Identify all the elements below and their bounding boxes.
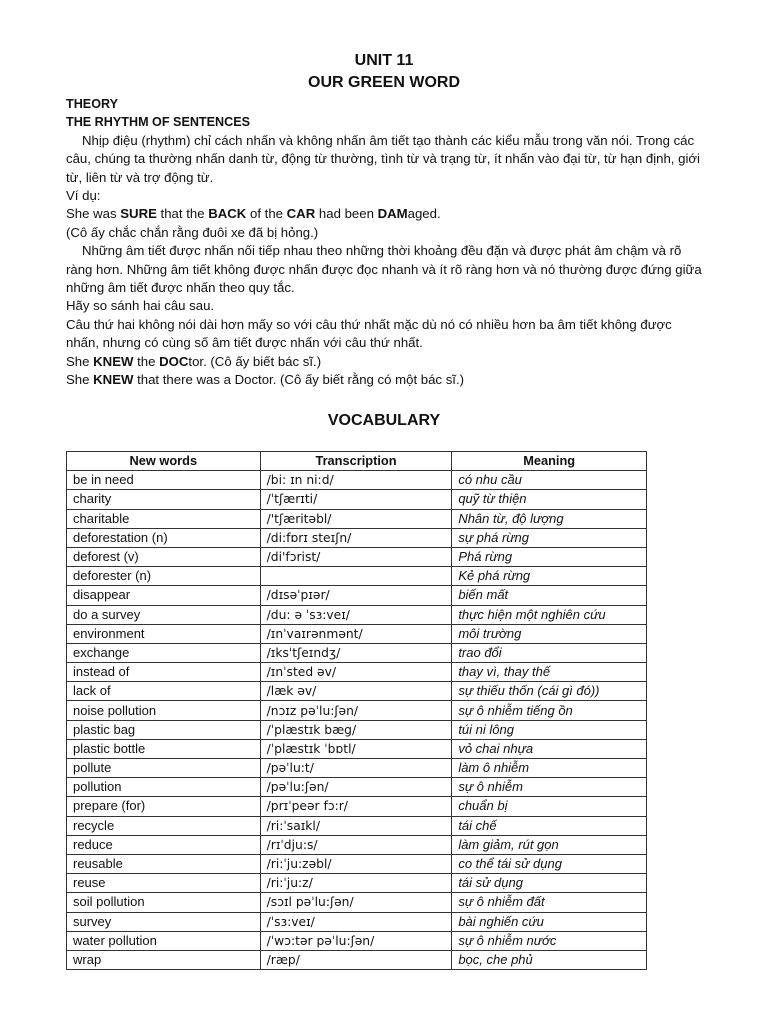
table-row (67, 624, 647, 643)
example-text: She (66, 353, 94, 369)
header-new-words: New words (67, 452, 261, 471)
theory-paragraph-1: Nhịp điệu (rhythm) chỉ cách nhấn và không nhấn âm tiết tạo thành các kiểu mẫu trong văn nói. Trong các câu, chúng ta thường nhấn danh từ, động từ thường, tình từ và trạng từ, ít nhấn vào đại từ, từ hạn định, giới từ, liên từ và trợ động từ. (66, 132, 700, 185)
example-text: that there was a Doctor. (Cô ấy biết rằng có một bác sĩ.) (133, 372, 465, 388)
meaning-cell: sự ô nhiễm đất (452, 893, 647, 912)
word-cell: exchange (67, 643, 261, 662)
meaning-cell: sự ô nhiễm tiếng ồn (452, 701, 647, 720)
meaning-cell: chuẩn bị (452, 797, 647, 816)
vocabulary-table (66, 451, 647, 970)
example-text: the (133, 353, 160, 369)
meaning-cell: bài nghiến cứu (452, 912, 647, 931)
example-text: of the (246, 206, 287, 222)
transcription-cell: /læk əv/ (260, 682, 452, 701)
transcription-cell: /di'fɔrist/ (260, 547, 452, 566)
table-row (67, 797, 647, 816)
table-row (67, 701, 647, 720)
table-row (67, 567, 647, 586)
meaning-cell: Phá rừng (452, 547, 647, 566)
meaning-cell: thực hiện một nghiên cứu (452, 605, 647, 624)
example-translation-1: (Cô ấy chắc chắn rằng đuôi xe đã bị hỏng.) (66, 224, 319, 240)
theory-label: THEORY (66, 97, 119, 111)
meaning-cell: Kẻ phá rừng (452, 567, 647, 586)
transcription-cell: /bi: ɪn ni:d/ (260, 471, 452, 490)
example-text: had been (315, 206, 378, 222)
meaning-cell: sự ô nhiễm (452, 778, 647, 797)
meaning-cell: sự thiếu thốn (cái gì đó)) (452, 682, 647, 701)
meaning-cell: có nhu cầu (452, 471, 647, 490)
transcription-cell: /pəˈlu:ʃən/ (260, 778, 452, 797)
theory-section (66, 95, 706, 390)
meaning-cell: bọc, che phủ (452, 950, 647, 969)
header-meaning: Meaning (452, 452, 647, 471)
table-row (67, 835, 647, 854)
meaning-cell: quỹ từ thiện (452, 490, 647, 509)
meaning-cell: Nhân từ, độ lượng (452, 509, 647, 528)
table-row (67, 816, 647, 835)
unit-subtitle: OUR GREEN WORD (308, 74, 460, 91)
transcription-cell: /dɪsəˈpɪər/ (260, 586, 452, 605)
word-cell: reduce (67, 835, 261, 854)
word-cell: charitable (67, 509, 261, 528)
theory-paragraph-2: Những âm tiết được nhấn nối tiếp nhau theo những thời khoảng đều đặn và được phát âm chậm và rõ ràng hơn. Những âm tiết không được nhấn được đọc nhanh và ít rõ ràng hơn và nó thường được đứng giữa những âm tiết được nhấn theo quy tắc. (66, 243, 702, 296)
vocabulary-table-body (67, 471, 647, 970)
transcription-cell: /prɪˈpeər fɔ:r/ (260, 797, 452, 816)
stressed-word: DOC (159, 353, 189, 369)
word-cell: environment (67, 624, 261, 643)
example-text: that the (156, 206, 209, 222)
table-row (67, 663, 647, 682)
table-row (67, 720, 647, 739)
stressed-word: CAR (286, 206, 316, 222)
word-cell: deforestation (n) (67, 528, 261, 547)
table-row (67, 547, 647, 566)
example-sentence-3 (66, 371, 706, 389)
meaning-cell: thay vì, thay thế (452, 663, 647, 682)
meaning-cell: tái chế (452, 816, 647, 835)
word-cell: be in need (67, 471, 261, 490)
meaning-cell: túi ni lông (452, 720, 647, 739)
transcription-cell: /ɪnˈsted əv/ (260, 663, 452, 682)
transcription-cell: /ɪksˈtʃeɪndʒ/ (260, 643, 452, 662)
table-row (67, 490, 647, 509)
example-text: She (66, 372, 94, 388)
meaning-cell: môi trường (452, 624, 647, 643)
table-row (67, 682, 647, 701)
table-row (67, 528, 647, 547)
stressed-word: SURE (120, 206, 157, 222)
stressed-word: KNEW (93, 353, 134, 369)
meaning-cell: sự ô nhiễm nước (452, 931, 647, 950)
word-cell: plastic bag (67, 720, 261, 739)
example-text: tor. (Cô ấy biết bác sĩ.) (188, 353, 322, 369)
word-cell: water pollution (67, 931, 261, 950)
example-sentence-2 (66, 353, 706, 371)
word-cell: survey (67, 912, 261, 931)
word-cell: soil pollution (67, 893, 261, 912)
transcription-cell: /di:fɒrɪ steɪʃn/ (260, 528, 452, 547)
table-row (67, 893, 647, 912)
stressed-word: KNEW (93, 372, 134, 388)
vocabulary-title: VOCABULARY (327, 412, 441, 429)
transcription-cell: /pəˈlu:t/ (260, 759, 452, 778)
rhythm-heading: THE RHYTHM OF SENTENCES (66, 115, 251, 130)
word-cell: disappear (67, 586, 261, 605)
word-cell: prepare (for) (67, 797, 261, 816)
transcription-cell: /ri:ˈju:z/ (260, 874, 452, 893)
meaning-cell: co thể tái sử dụng (452, 854, 647, 873)
meaning-cell: sự phá rừng (452, 528, 647, 547)
transcription-cell (260, 567, 452, 586)
word-cell: wrap (67, 950, 261, 969)
table-row (67, 950, 647, 969)
transcription-cell: /ˈplæstɪk ˈbɒtl/ (260, 739, 452, 758)
transcription-cell: /ri:ˈju:zəbl/ (260, 854, 452, 873)
theory-paragraph-3: Câu thứ hai không nói dài hơn mấy so với câu thứ nhất mặc dù nó có nhiều hơn ba âm tiết không được nhấn, nhưng có cùng số âm tiết được nhấn với câu thứ nhất. (66, 316, 672, 351)
word-cell: lack of (67, 682, 261, 701)
word-cell: charity (67, 490, 261, 509)
example-label: Ví dụ: (66, 188, 101, 204)
table-row (67, 471, 647, 490)
table-row (67, 778, 647, 797)
table-row (67, 509, 647, 528)
word-cell: noise pollution (67, 701, 261, 720)
meaning-cell: tái sử dụng (452, 874, 647, 893)
table-row (67, 912, 647, 931)
meaning-cell: làm ô nhiễm (452, 759, 647, 778)
transcription-cell: /nɔɪz pəˈlu:ʃən/ (260, 701, 452, 720)
word-cell: reusable (67, 854, 261, 873)
word-cell: plastic bottle (67, 739, 261, 758)
table-row (67, 605, 647, 624)
transcription-cell: /ri:ˈsaɪkl/ (260, 816, 452, 835)
table-row (67, 874, 647, 893)
table-row (67, 643, 647, 662)
table-header-row (67, 452, 647, 471)
example-text: She was (66, 206, 121, 222)
transcription-cell: /ˈplæstɪk bæg/ (260, 720, 452, 739)
word-cell: deforest (v) (67, 547, 261, 566)
table-row (67, 586, 647, 605)
table-row (67, 931, 647, 950)
table-row (67, 854, 647, 873)
word-cell: reuse (67, 874, 261, 893)
table-row (67, 739, 647, 758)
transcription-cell: /du: ə ˈsɜ:veɪ/ (260, 605, 452, 624)
table-row (67, 759, 647, 778)
transcription-cell: /ˈwɔ:tər pəˈlu:ʃən/ (260, 931, 452, 950)
compare-instruction: Hãy so sánh hai câu sau. (66, 298, 215, 314)
stressed-word: DAM (377, 206, 408, 222)
transcription-cell: /ɪnˈvaɪrənmənt/ (260, 624, 452, 643)
transcription-cell: /ˈsɜ:veɪ/ (260, 912, 452, 931)
word-cell: deforester (n) (67, 567, 261, 586)
word-cell: pollution (67, 778, 261, 797)
meaning-cell: làm giảm, rút gọn (452, 835, 647, 854)
meaning-cell: trao đổi (452, 643, 647, 662)
example-sentence-1 (66, 205, 706, 223)
word-cell: instead of (67, 663, 261, 682)
transcription-cell: /'tʃæritəbl/ (260, 509, 452, 528)
meaning-cell: biến mất (452, 586, 647, 605)
unit-title: UNIT 11 (354, 52, 414, 69)
header-transcription: Transcription (260, 452, 452, 471)
transcription-cell: /rɪˈdju:s/ (260, 835, 452, 854)
transcription-cell: /ræp/ (260, 950, 452, 969)
word-cell: pollute (67, 759, 261, 778)
transcription-cell: /sɔɪl pəˈlu:ʃən/ (260, 893, 452, 912)
word-cell: do a survey (67, 605, 261, 624)
example-text: aged. (407, 206, 441, 222)
meaning-cell: vỏ chai nhựa (452, 739, 647, 758)
transcription-cell: /ˈtʃærɪti/ (260, 490, 452, 509)
word-cell: recycle (67, 816, 261, 835)
stressed-word: BACK (208, 206, 247, 222)
